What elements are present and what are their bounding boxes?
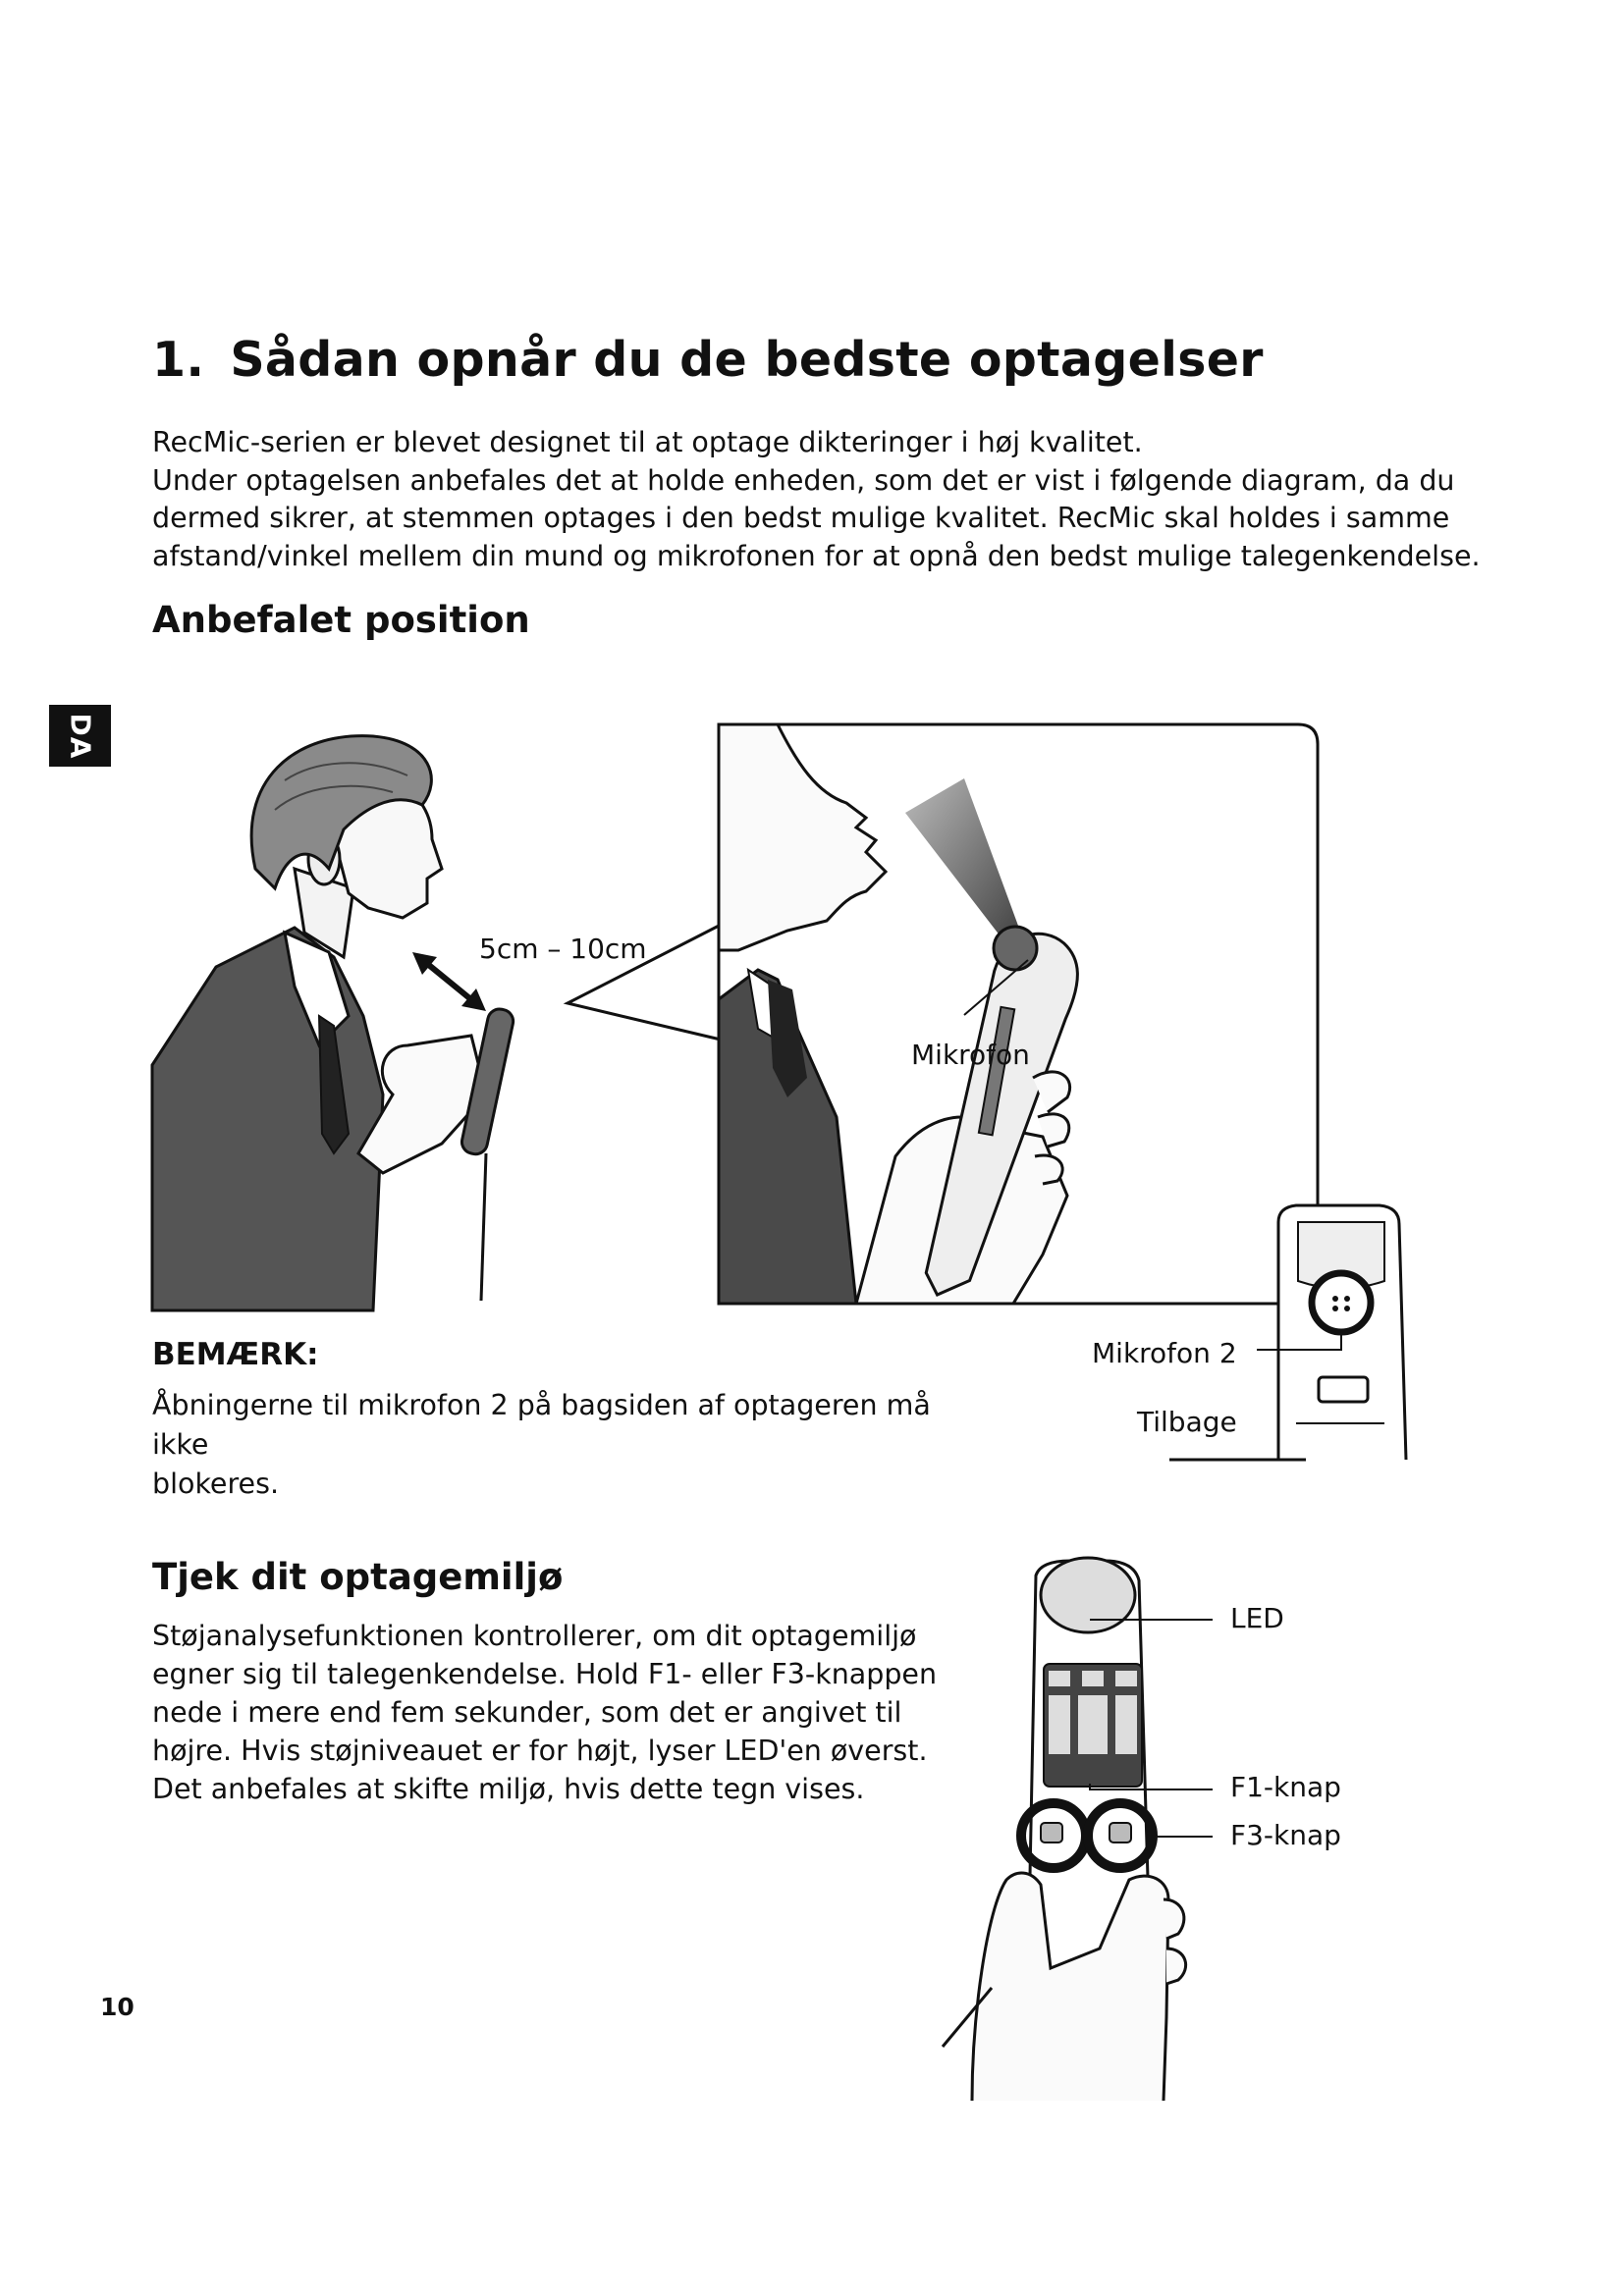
page-title <box>152 332 1264 388</box>
distance-label: 5cm – 10cm <box>479 933 647 965</box>
mic2-label: Mikrofon 2 <box>1092 1337 1237 1369</box>
section-number: 1. <box>152 332 205 388</box>
environment-paragraph <box>152 1617 957 1808</box>
env-line: nede i mere end fem sekunder, som det er angivet til <box>152 1696 902 1729</box>
env-line: højre. Hvis støjniveauet er for højt, lyser LED'en øverst. <box>152 1735 928 1767</box>
language-tab <box>49 705 111 767</box>
intro-line: dermed sikrer, at stemmen optages i den bedst mulige kvalitet. RecMic skal holdes i samme <box>152 502 1450 534</box>
language-tab-label: DA <box>64 713 96 759</box>
zoom-callout-pointer <box>568 923 725 1060</box>
page-number: 10 <box>100 1993 135 2021</box>
f3-label: F3-knap <box>1230 1819 1341 1851</box>
env-line: egner sig til talegenkendelse. Hold F1- eller F3-knappen <box>152 1658 938 1690</box>
environment-heading: Tjek dit optagemiljø <box>152 1556 564 1598</box>
recommended-heading: Anbefalet position <box>152 599 530 641</box>
back-label: Tilbage <box>1137 1406 1237 1438</box>
section-title-text: Sådan opnår du de bedste optagelser <box>230 332 1264 388</box>
note-line: Åbningerne til mikrofon 2 på bagsiden af optageren må ikke <box>152 1389 931 1461</box>
microphone-label: Mikrofon <box>911 1039 1030 1071</box>
env-line: Støjanalysefunktionen kontrollerer, om dit optagemiljø <box>152 1620 917 1652</box>
note-heading: BEMÆRK: <box>152 1337 319 1372</box>
recorder-buttons-illustration <box>933 1556 1227 2101</box>
note-text <box>152 1386 977 1504</box>
intro-line: afstand/vinkel mellem din mund og mikrofonen for at opnå den bedst mulige talegenkendelse. <box>152 539 1481 572</box>
note-line: blokeres. <box>152 1468 280 1500</box>
led-label: LED <box>1230 1602 1284 1634</box>
intro-paragraph <box>152 424 1481 575</box>
intro-line: Under optagelsen anbefales det at holde enheden, som det er vist i følgende diagram, da du <box>152 463 1455 497</box>
intro-line: RecMic-serien er blevet designet til at optage dikteringer i høj kvalitet. <box>152 426 1143 458</box>
env-line: Det anbefales at skifte miljø, hvis dette tegn vises. <box>152 1773 865 1805</box>
f1-label: F1-knap <box>1230 1771 1341 1803</box>
